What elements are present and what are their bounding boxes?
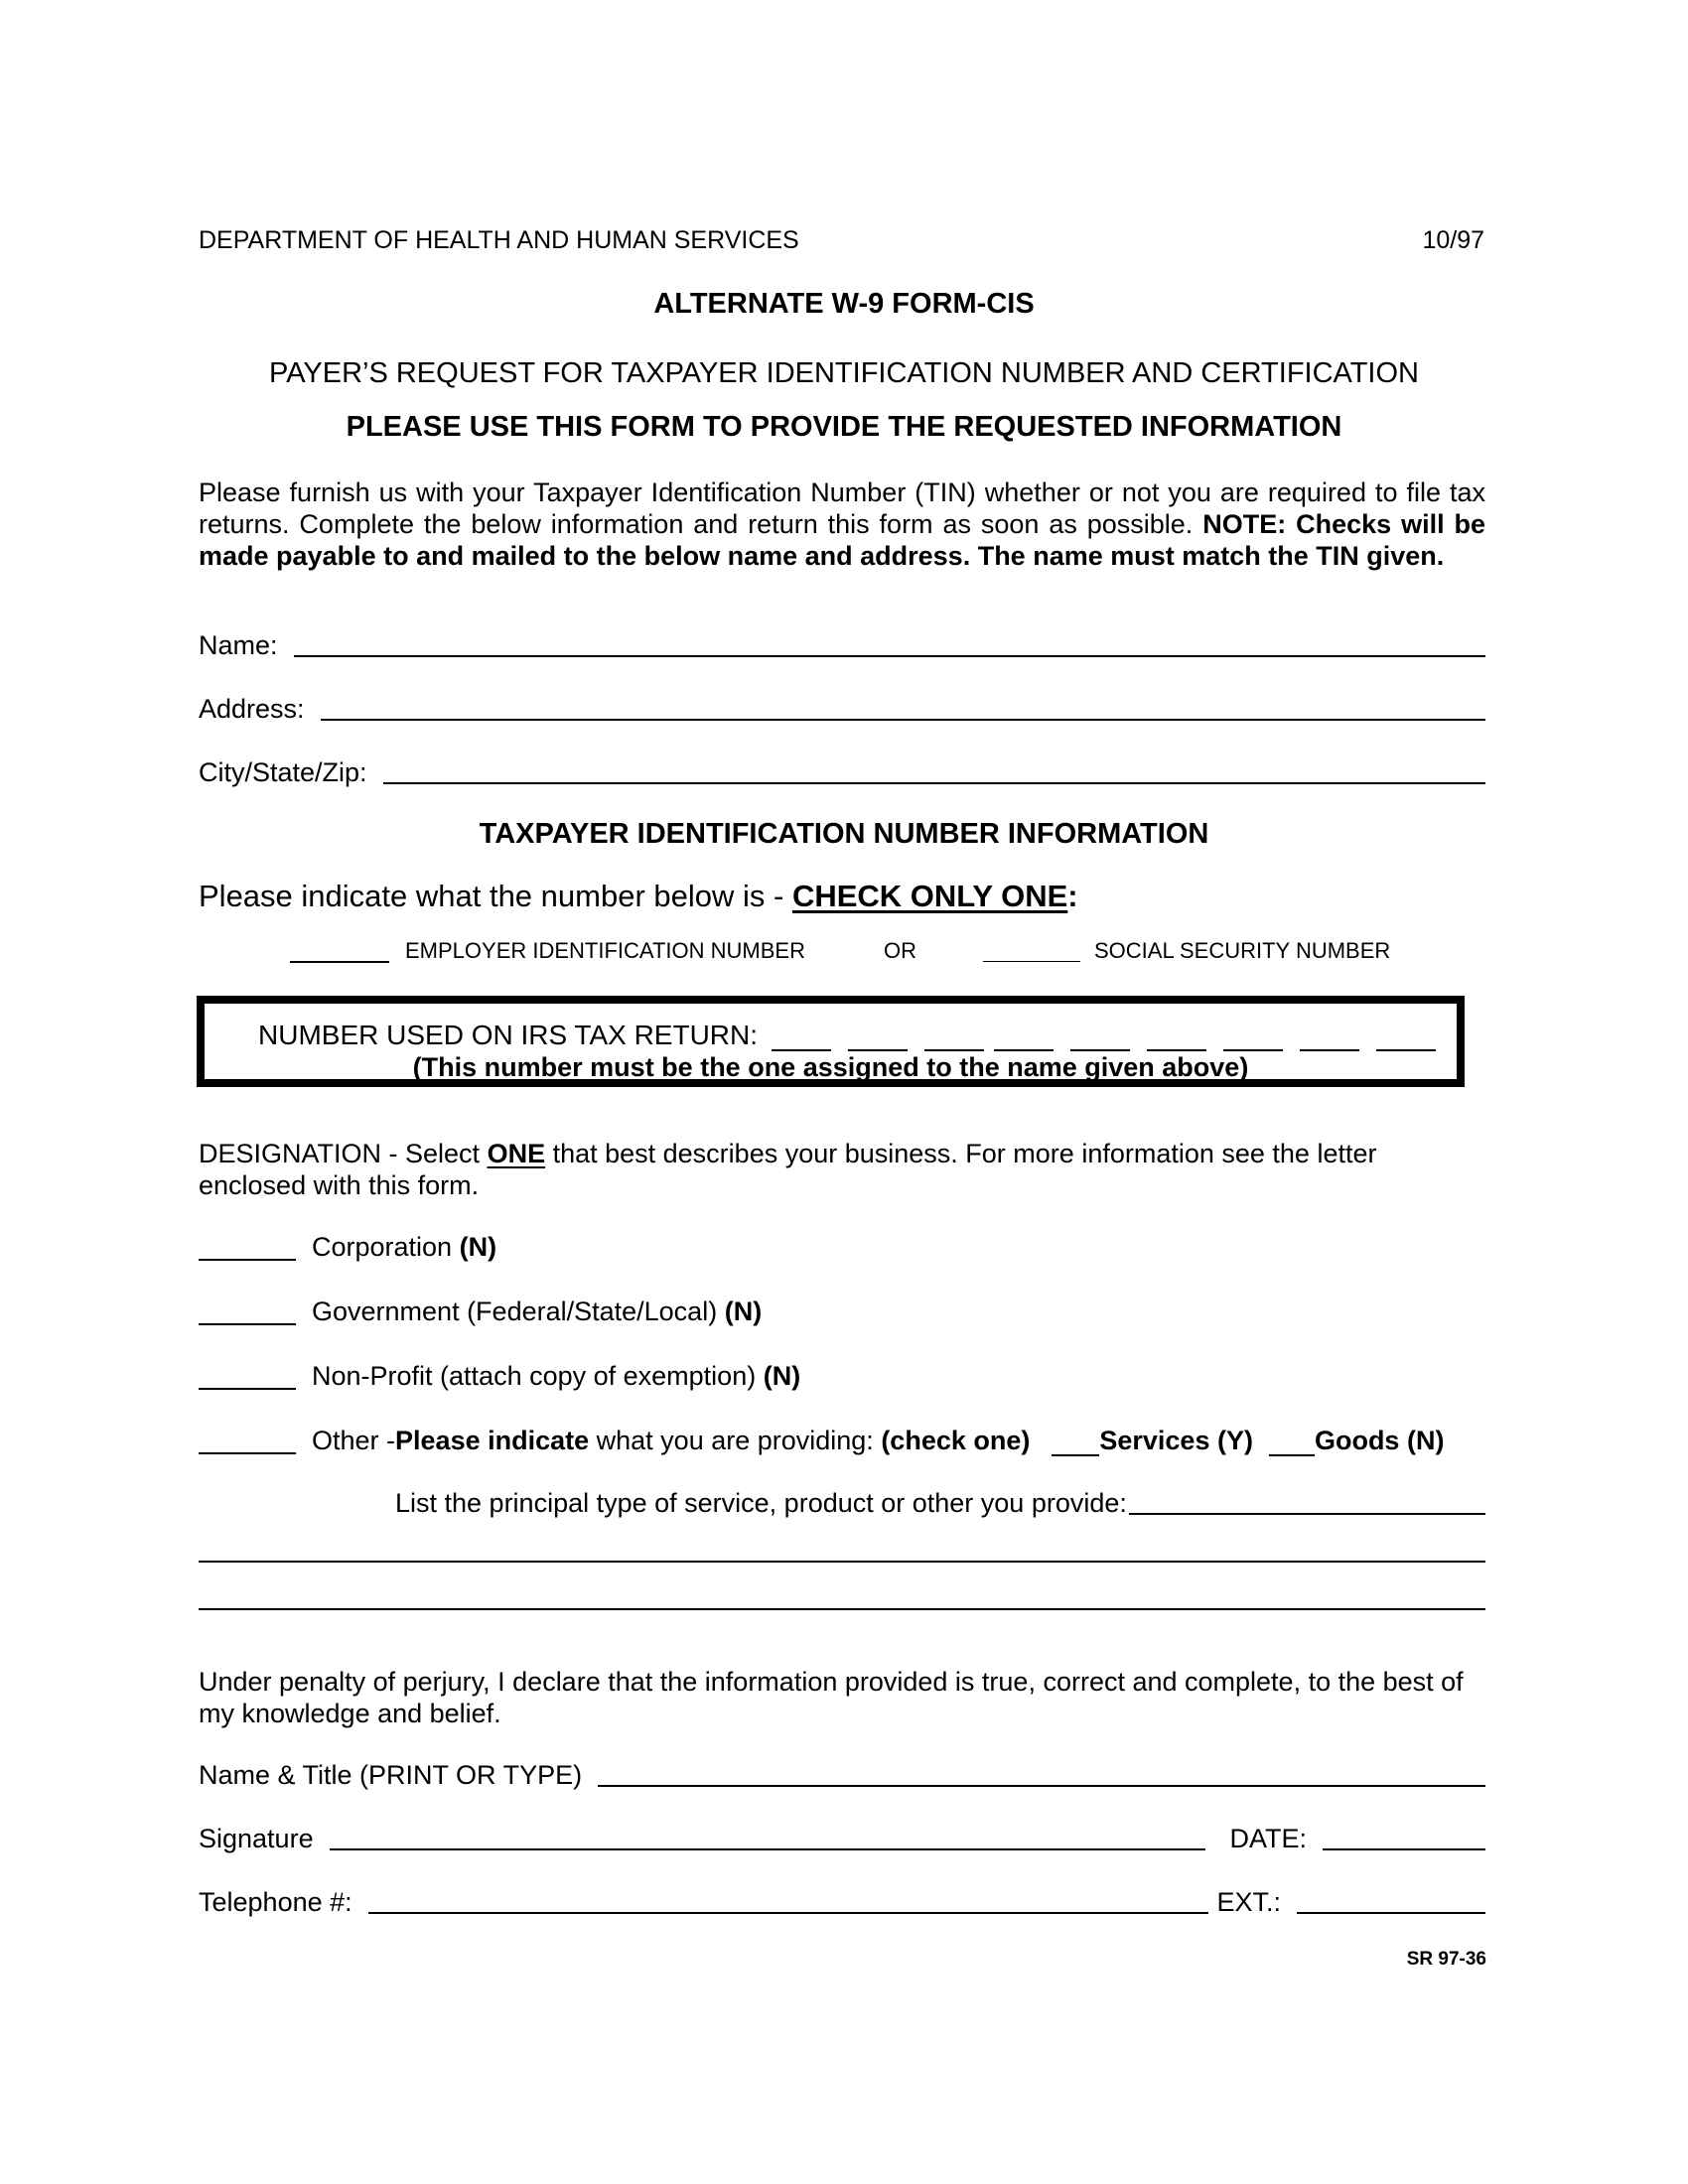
government-option	[312, 1296, 762, 1327]
other-please-indicate: Please indicate	[395, 1426, 590, 1455]
check-only-one-emphasis: CHECK ONLY ONE	[791, 879, 1068, 913]
goods-check-blank[interactable]	[1269, 1431, 1315, 1456]
government-label: Government (Federal/State/Local)	[312, 1297, 725, 1326]
date-label: DATE:	[1229, 1824, 1307, 1853]
tin-type-prompt-prefix: Please indicate what the number below is -	[199, 879, 792, 913]
principal-service-input-line[interactable]	[1129, 1513, 1485, 1515]
principal-service-line-2[interactable]	[199, 1561, 1485, 1563]
form-subtitle: PAYER’S REQUEST FOR TAXPAYER IDENTIFICATION NUMBER AND CERTIFICATION	[269, 357, 1419, 389]
other-middle-text: what you are providing:	[589, 1426, 882, 1455]
irs-number-box	[197, 996, 1465, 1087]
designation-prefix: DESIGNATION - Select	[199, 1139, 488, 1168]
tin-digit-7-blank[interactable]	[1223, 1027, 1283, 1051]
or-label: OR	[884, 938, 916, 963]
city-field-row	[199, 756, 1485, 788]
nonprofit-label: Non-Profit (attach copy of exemption)	[312, 1361, 764, 1391]
tin-digit-4-blank[interactable]	[994, 1027, 1054, 1051]
ext-input-line[interactable]	[1297, 1912, 1485, 1914]
ein-check-blank[interactable]	[290, 961, 389, 963]
principal-service-label: List the principal type of service, product or other you provide:	[395, 1488, 1127, 1518]
irs-number-row	[258, 1020, 1436, 1051]
telephone-input-line[interactable]	[368, 1912, 1209, 1914]
tin-digit-1-blank[interactable]	[772, 1027, 831, 1051]
other-check-blank[interactable]	[199, 1452, 296, 1454]
other-prefix: Other -	[312, 1426, 396, 1455]
tin-type-prompt-suffix: :	[1067, 879, 1078, 913]
intro-paragraph	[199, 477, 1485, 572]
corporation-option	[312, 1231, 496, 1263]
name-title-label: Name & Title (PRINT OR TYPE)	[199, 1760, 583, 1790]
principal-service-row	[395, 1487, 1485, 1519]
intro-text: Please furnish us with your Taxpayer Identification Number (TIN) whether or not you are required to file tax returns. Complete the below information and return this form as soon as possible.	[199, 478, 1485, 539]
address-field-row	[199, 693, 1485, 725]
form-date-code: 10/97	[1422, 226, 1484, 254]
address-label: Address:	[199, 694, 305, 724]
government-check-blank[interactable]	[199, 1323, 296, 1325]
irs-number-label: NUMBER USED ON IRS TAX RETURN:	[258, 1020, 759, 1050]
certification-statement: Under penalty of perjury, I declare that the information provided is true, correct and complete, to the best of my knowledge and belief.	[199, 1667, 1464, 1728]
ssn-check-blank[interactable]	[983, 961, 1080, 962]
tin-digit-9-blank[interactable]	[1376, 1027, 1436, 1051]
name-title-row	[199, 1759, 1485, 1791]
nonprofit-option	[312, 1360, 800, 1392]
services-check-blank[interactable]	[1052, 1431, 1099, 1456]
tin-digit-5-blank[interactable]	[1070, 1027, 1130, 1051]
city-state-zip-label: City/State/Zip:	[199, 757, 367, 787]
form-code: SR 97-36	[1406, 1949, 1486, 1970]
tin-digit-2-blank[interactable]	[848, 1027, 908, 1051]
name-title-input-line[interactable]	[598, 1785, 1485, 1787]
other-check-one: (check one)	[881, 1426, 1031, 1455]
name-input-line[interactable]	[294, 655, 1485, 657]
tin-type-prompt	[199, 878, 1078, 915]
date-input-line[interactable]	[1323, 1848, 1485, 1850]
other-option	[312, 1425, 1444, 1456]
designation-one-emphasis: ONE	[487, 1139, 546, 1168]
corporation-label: Corporation	[312, 1232, 460, 1262]
tin-section-heading: TAXPAYER IDENTIFICATION NUMBER INFORMATION	[479, 818, 1209, 850]
signature-label: Signature	[199, 1824, 314, 1853]
tin-digit-3-blank[interactable]	[924, 1027, 984, 1051]
designation-instructions	[199, 1138, 1485, 1201]
telephone-label: Telephone #:	[199, 1887, 352, 1917]
department-name: DEPARTMENT OF HEALTH AND HUMAN SERVICES	[199, 226, 799, 254]
goods-label: Goods (N)	[1314, 1426, 1445, 1455]
tin-digit-6-blank[interactable]	[1147, 1027, 1206, 1051]
signature-input-line[interactable]	[330, 1848, 1206, 1850]
name-label: Name:	[199, 630, 278, 660]
ein-label: EMPLOYER IDENTIFICATION NUMBER	[405, 938, 805, 963]
address-input-line[interactable]	[321, 719, 1485, 721]
irs-number-note: (This number must be the one assigned to the name given above)	[412, 1052, 1249, 1082]
nonprofit-check-blank[interactable]	[199, 1388, 296, 1390]
corporation-code: (N)	[459, 1232, 497, 1262]
city-state-zip-input-line[interactable]	[383, 782, 1485, 784]
corporation-check-blank[interactable]	[199, 1259, 296, 1261]
intro-note: NOTE: Checks will be made payable to and mailed to the below name and address. The name must match the TIN given.	[199, 509, 1485, 571]
signature-row	[199, 1823, 1485, 1854]
irs-number-digit-blanks	[772, 1027, 1436, 1051]
form-title: ALTERNATE W-9 FORM-CIS	[653, 288, 1035, 320]
tin-digit-8-blank[interactable]	[1300, 1027, 1359, 1051]
form-instruction: PLEASE USE THIS FORM TO PROVIDE THE REQUESTED INFORMATION	[346, 411, 1342, 443]
principal-service-line-3[interactable]	[199, 1608, 1485, 1610]
ext-label: EXT.:	[1216, 1887, 1281, 1917]
services-label: Services (Y)	[1099, 1426, 1253, 1455]
name-field-row	[199, 629, 1485, 661]
designation-suffix: that best describes your business. For more information see the letter enclosed with this form.	[199, 1139, 1377, 1200]
nonprofit-code: (N)	[763, 1361, 801, 1391]
telephone-row	[199, 1886, 1485, 1918]
ssn-label: SOCIAL SECURITY NUMBER	[1094, 938, 1391, 963]
government-code: (N)	[724, 1297, 763, 1326]
